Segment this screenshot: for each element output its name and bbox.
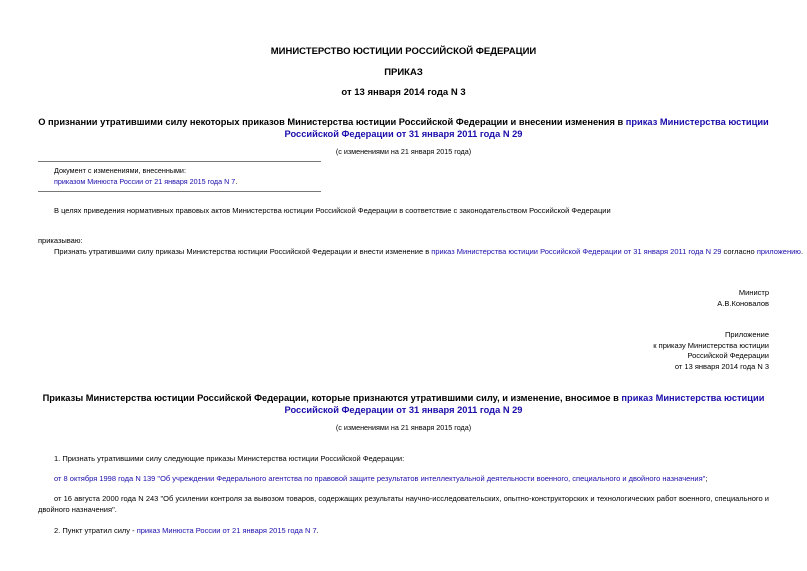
appendix-title-text: Приказы Министерства юстиции Российской Федерации, которые признаются утратившими силу, и изменение, вносимое в: [42, 393, 622, 403]
signature-block: [717, 288, 769, 309]
item-2-text: 2. Пункт утратил силу -: [54, 526, 137, 535]
changes-label: Документ с изменениями, внесенными:: [54, 166, 186, 175]
signature-position: Министр: [738, 288, 769, 297]
order-word: приказываю:: [38, 236, 83, 245]
divider-bottom: [38, 191, 321, 192]
title-link-order-29-cont[interactable]: Российской Федерации от 31 января 2011 года N 29: [284, 129, 523, 139]
ministry-name: МИНИСТЕРСТВО ЮСТИЦИИ РОССИЙСКОЙ ФЕДЕРАЦИИ: [270, 46, 537, 57]
decree-text: Признать утратившими силу приказы Министерства юстиции Российской Федерации и внести изменение в: [54, 247, 432, 256]
decree-paragraph: [54, 247, 803, 256]
item-1: 1. Признать утратившими силу следующие приказы Министерства юстиции Российской Федерации:: [54, 454, 405, 463]
appendix-ref-line3: Российской Федерации: [687, 351, 769, 360]
appendix-revision-note: (с изменениями на 21 января 2015 года): [335, 423, 472, 432]
changes-link-order-7[interactable]: приказом Минюста России от 21 января 2015 года N 7: [54, 177, 236, 186]
appendix-title-link-order-29[interactable]: приказ Министерства юстиции: [621, 393, 765, 403]
revision-note: (с изменениями на 21 января 2015 года): [335, 147, 472, 156]
title-link-order-29[interactable]: приказ Министерства юстиции: [625, 117, 769, 127]
appendix-reference: [653, 330, 769, 372]
order-243-text: от 16 августа 2000 года N 243 "Об усилении контроля за вывозом товаров, содержащих результаты научно-исследовательских, опытно-конструкторских и технологических работ военного, специального и двойного назначения": [38, 494, 769, 514]
item-order-243: [38, 494, 769, 515]
item-2-end: .: [316, 526, 319, 535]
divider-top: [38, 161, 321, 162]
decree-link-order-29[interactable]: приказ Министерства юстиции Российской Федерации от 31 января 2011 года N 29: [431, 247, 722, 256]
title-text: О признании утратившими силу некоторых приказов Министерства юстиции Российской Федерации и внесении изменения в: [38, 117, 626, 127]
item-2-link-order-7[interactable]: приказ Минюста России от 21 января 2015 года N 7: [136, 526, 317, 535]
item-2: [54, 526, 319, 535]
appendix-ref-line2: к приказу Министерства юстиции: [653, 340, 769, 350]
decree-mid: согласно: [721, 247, 757, 256]
item-order-139: [54, 474, 707, 483]
appendix-ref-line1: Приложение: [725, 330, 769, 339]
order-139-link[interactable]: от 8 октября 1998 года N 139 "Об учреждении Федерального агентства по правовой защите результатов интеллектуальной деятельности военного, специального и двойного назначения": [54, 474, 706, 483]
document-title: [0, 116, 807, 140]
decree-end: .: [800, 247, 804, 256]
appendix-title-link-order-29-cont[interactable]: Российской Федерации от 31 января 2011 года N 29: [284, 405, 523, 415]
appendix-title: [0, 392, 807, 416]
purpose-paragraph: В целях приведения нормативных правовых актов Министерства юстиции Российской Федерации в соответствие с законодательством Российской Федерации: [54, 206, 611, 215]
changes-tail: .: [235, 177, 238, 186]
changes-item: [54, 177, 237, 186]
decree-link-appendix[interactable]: приложению: [756, 247, 801, 256]
document-date-number: от 13 января 2014 года N 3: [341, 87, 466, 98]
document-type: ПРИКАЗ: [384, 67, 423, 78]
order-139-end: ;: [705, 474, 708, 483]
signature-name: А.В.Коновалов: [717, 298, 769, 308]
appendix-ref-line4: от 13 января 2014 года N 3: [674, 361, 769, 371]
order-243-end: .: [114, 504, 117, 514]
